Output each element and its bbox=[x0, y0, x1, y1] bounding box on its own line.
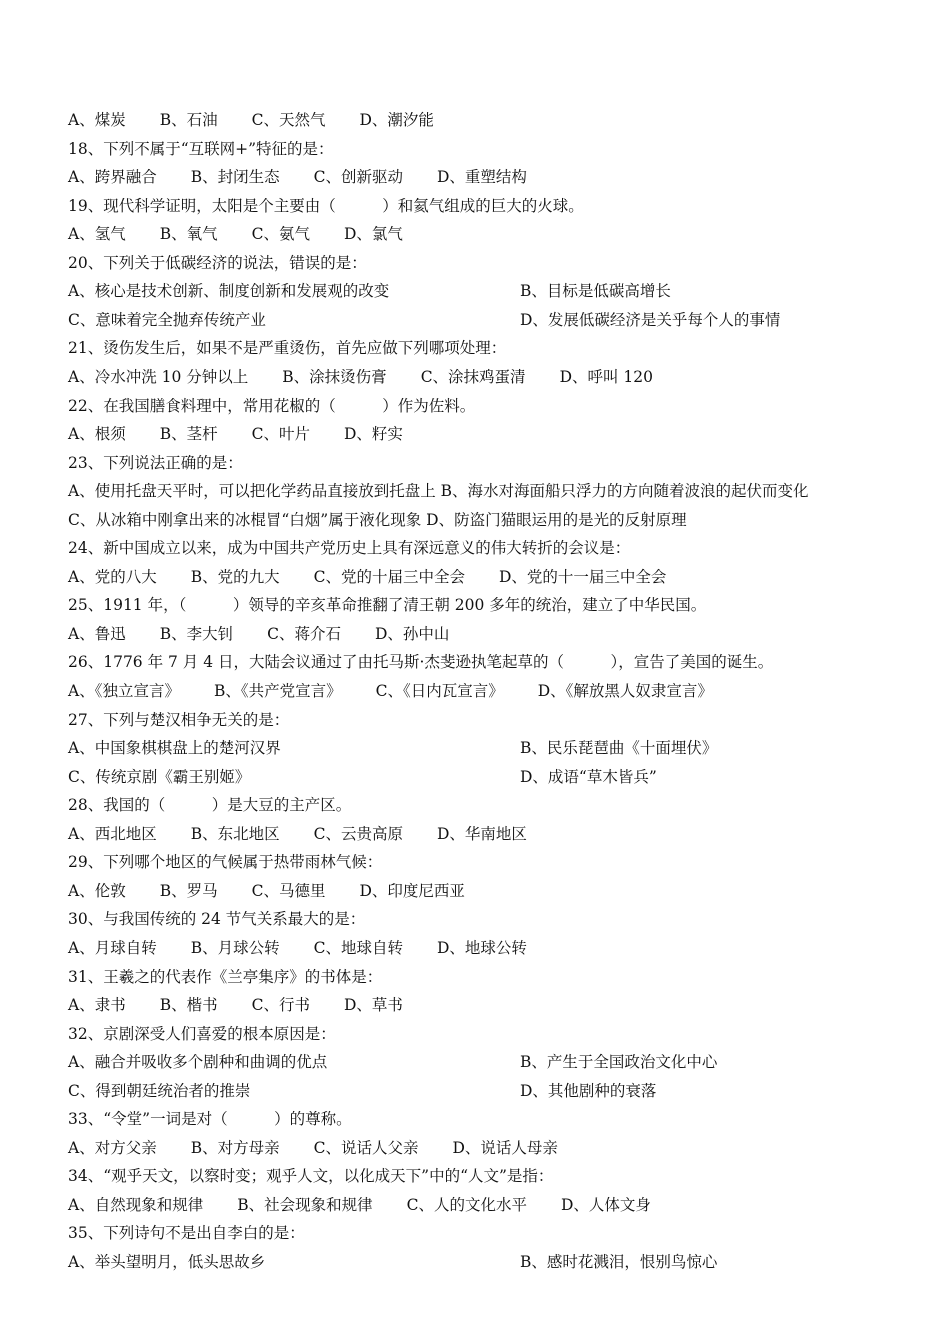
option-item: A、中国象棋棋盘上的楚河汉界 bbox=[68, 739, 281, 758]
option-item: B、目标是低碳高增长 bbox=[520, 282, 671, 301]
option-item: B、产生于全国政治文化中心 bbox=[520, 1053, 718, 1072]
options-line bbox=[68, 106, 910, 134]
option-item: D、发展低碳经济是关乎每个人的事情 bbox=[520, 310, 781, 329]
question-line: 34、“观乎天文，以察时变；观乎人文，以化成天下”中的“人文”是指： bbox=[68, 1167, 554, 1186]
option-item: B、社会现象和规律 bbox=[237, 1195, 373, 1214]
option-item: C、党的十届三中全会 bbox=[313, 567, 465, 586]
option-item: B、罗马 bbox=[159, 881, 218, 900]
option-item: A、融合并吸收多个剧种和曲调的优点 bbox=[68, 1053, 328, 1072]
option-item: A、党的八大 bbox=[68, 567, 157, 586]
option-item: C、地球自转 bbox=[313, 938, 403, 957]
options-line bbox=[68, 763, 910, 791]
options-line bbox=[68, 1077, 910, 1105]
options-line bbox=[68, 363, 910, 391]
question-line: 35、下列诗句不是出自李白的是： bbox=[68, 1224, 305, 1243]
option-item: B、党的九大 bbox=[190, 567, 280, 586]
option-item: A、隶书 bbox=[68, 996, 126, 1015]
option-item: D、孙中山 bbox=[374, 624, 450, 643]
option-item: C、氨气 bbox=[251, 225, 310, 244]
options-line bbox=[68, 163, 910, 191]
option-item: C、天然气 bbox=[251, 111, 326, 129]
option-item: C、马德里 bbox=[251, 881, 326, 900]
option-item: B、民乐琵琶曲《十面埋伏》 bbox=[520, 739, 718, 758]
option-item: D、印度尼西亚 bbox=[359, 881, 465, 900]
option-item: A、举头望明月，低头思故乡 bbox=[68, 1253, 266, 1271]
option-item: A、冷水冲洗 10 分钟以上 bbox=[68, 367, 249, 386]
question-line: 28、我国的（ ）是大豆的主产区。 bbox=[68, 796, 352, 815]
options-line bbox=[68, 1048, 910, 1076]
option-item: C、说话人父亲 bbox=[313, 1138, 419, 1157]
option-item: A、伦敦 bbox=[68, 881, 126, 900]
option-item: D、草书 bbox=[343, 996, 403, 1015]
question-line: 19、现代科学证明，太阳是个主要由（ ）和氦气组成的巨大的火球。 bbox=[68, 196, 584, 215]
option-item: C、叶片 bbox=[251, 425, 310, 444]
option-item: B、《共产党宣言》 bbox=[213, 682, 342, 700]
option-item: C、意味着完全抛弃传统产业 bbox=[68, 310, 266, 329]
question-line: 22、在我国膳食料理中，常用花椒的（ ）作为佐料。 bbox=[68, 396, 476, 415]
options-line bbox=[68, 820, 910, 848]
question-line: 20、下列关于低碳经济的说法，错误的是： bbox=[68, 253, 367, 272]
options-line bbox=[68, 734, 910, 762]
option-item: C、云贵高原 bbox=[313, 824, 403, 843]
options-line bbox=[68, 877, 910, 905]
option-item: D、成语“草木皆兵” bbox=[520, 767, 657, 786]
option-item: B、茎杆 bbox=[159, 425, 218, 444]
option-item: C、传统京剧《霸王别姬》 bbox=[68, 767, 251, 786]
option-item: B、石油 bbox=[159, 111, 218, 129]
option-item: B、涂抹烫伤膏 bbox=[282, 367, 387, 386]
options-line bbox=[68, 991, 910, 1019]
option-item: A、跨界融合 bbox=[68, 168, 157, 187]
option-item: C、行书 bbox=[251, 996, 310, 1015]
option-item: C、《日内瓦宣言》 bbox=[375, 682, 504, 700]
option-item: B、感时花溅泪，恨别鸟惊心 bbox=[520, 1253, 718, 1271]
option-item: D、说话人母亲 bbox=[452, 1138, 558, 1157]
options-line bbox=[68, 1248, 910, 1276]
question-line: 23、下列说法正确的是： bbox=[68, 453, 243, 472]
option-item: D、氯气 bbox=[343, 225, 403, 244]
option-item: C、人的文化水平 bbox=[406, 1195, 527, 1214]
option-item: D、其他剧种的衰落 bbox=[520, 1081, 657, 1100]
option-item: C、创新驱动 bbox=[313, 168, 403, 187]
question-line: 29、下列哪个地区的气候属于热带雨林气候： bbox=[68, 853, 383, 872]
options-line bbox=[68, 277, 910, 305]
options-line bbox=[68, 677, 910, 705]
question-line: 33、“令堂”一词是对（ ）的尊称。 bbox=[68, 1110, 352, 1129]
option-item: D、籽实 bbox=[343, 425, 403, 444]
option-item: A、自然现象和规律 bbox=[68, 1195, 204, 1214]
option-item: B、封闭生态 bbox=[190, 168, 280, 187]
option-item: C、涂抹鸡蛋清 bbox=[420, 367, 526, 386]
option-item: D、地球公转 bbox=[436, 938, 527, 957]
option-item: B、对方母亲 bbox=[190, 1138, 280, 1157]
question-line: 24、新中国成立以来，成为中国共产党历史上具有深远意义的伟大转折的会议是： bbox=[68, 539, 631, 558]
option-item: D、潮汐能 bbox=[359, 111, 434, 129]
option-item: C、蒋介石 bbox=[267, 624, 341, 643]
option-item: A、煤炭 bbox=[68, 111, 126, 129]
question-line: A、使用托盘天平时，可以把化学药品直接放到托盘上 B、海水对海面船只浮力的方向随着波浪的起伏而变化 bbox=[68, 482, 809, 501]
option-item: A、鲁迅 bbox=[68, 624, 126, 643]
options-line bbox=[68, 420, 910, 448]
option-item: B、东北地区 bbox=[190, 824, 280, 843]
option-item: B、楷书 bbox=[159, 996, 218, 1015]
options-line bbox=[68, 1134, 910, 1162]
option-item: D、党的十一届三中全会 bbox=[498, 567, 667, 586]
option-item: A、对方父亲 bbox=[68, 1138, 157, 1157]
option-item: D、华南地区 bbox=[436, 824, 527, 843]
question-line: 25、1911 年，（ ）领导的辛亥革命推翻了清王朝 200 多年的统治，建立了中华民国。 bbox=[68, 596, 707, 615]
option-item: A、根须 bbox=[68, 425, 126, 444]
option-item: B、月球公转 bbox=[190, 938, 280, 957]
question-line: 18、下列不属于“互联网+”特征的是： bbox=[68, 139, 334, 158]
question-line: 30、与我国传统的 24 节气关系最大的是： bbox=[68, 910, 366, 929]
option-item: B、氧气 bbox=[159, 225, 218, 244]
options-line bbox=[68, 220, 910, 248]
question-line: 26、1776 年 7 月 4 日，大陆会议通过了由托马斯·杰斐逊执笔起草的（ ），宣告了美国的诞生。 bbox=[68, 653, 774, 672]
options-line bbox=[68, 306, 910, 334]
question-line: 21、烫伤发生后，如果不是严重烫伤，首先应做下列哪项处理： bbox=[68, 339, 507, 358]
question-line: 31、王羲之的代表作《兰亭集序》的书体是： bbox=[68, 967, 383, 986]
option-item: A、西北地区 bbox=[68, 824, 157, 843]
options-line bbox=[68, 934, 910, 962]
option-item: A、氢气 bbox=[68, 225, 126, 244]
option-item: D、人体文身 bbox=[560, 1195, 651, 1214]
options-line bbox=[68, 563, 910, 591]
options-line bbox=[68, 1191, 910, 1219]
option-item: D、重塑结构 bbox=[436, 168, 527, 187]
question-line: 32、京剧深受人们喜爱的根本原因是： bbox=[68, 1024, 336, 1043]
option-item: A、月球自转 bbox=[68, 938, 157, 957]
option-item: D、《解放黑人奴隶宣言》 bbox=[537, 682, 713, 700]
option-item: A、核心是技术创新、制度创新和发展观的改变 bbox=[68, 282, 390, 301]
option-item: B、李大钊 bbox=[159, 624, 234, 643]
option-item: A、《独立宣言》 bbox=[68, 682, 180, 700]
question-line: C、从冰箱中刚拿出来的冰棍冒“白烟”属于液化现象 D、防盗门猫眼运用的是光的反射原理 bbox=[68, 510, 687, 529]
question-line: 27、下列与楚汉相争无关的是： bbox=[68, 710, 290, 729]
option-item: C、得到朝廷统治者的推崇 bbox=[68, 1081, 251, 1100]
options-line bbox=[68, 620, 910, 648]
option-item: D、呼叫 120 bbox=[559, 367, 654, 386]
